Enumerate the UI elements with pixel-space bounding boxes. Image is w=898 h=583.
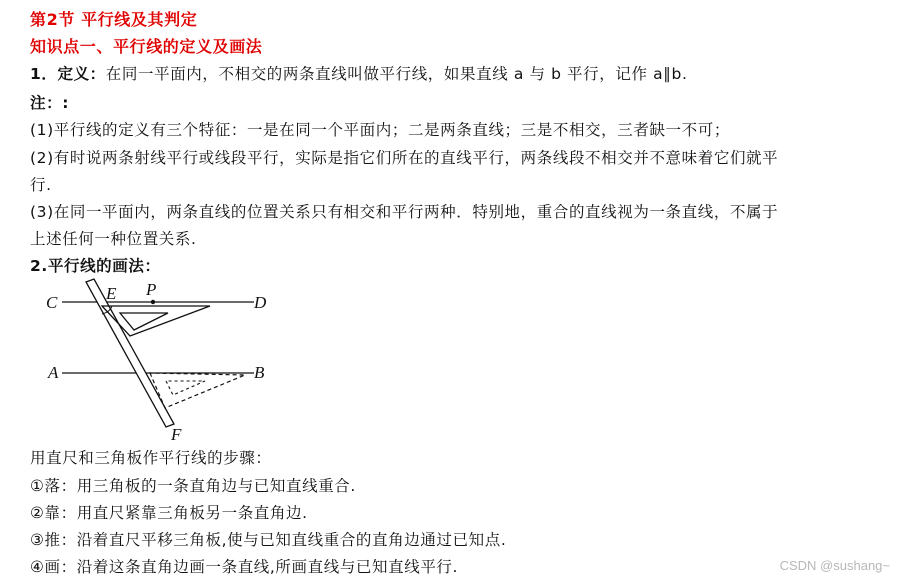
- parallel-line-drawing-diagram: [40, 278, 280, 443]
- note-label: 注：:: [30, 94, 69, 112]
- triangle-board-bottom-inner: [166, 381, 205, 395]
- step-item: ①落：用三角板的一条直角边与已知直线重合.: [30, 477, 356, 495]
- note-line: 上述任何一种位置关系.: [30, 230, 197, 248]
- step-item: ④画：沿着这条直角边画一条直线,所画直线与已知直线平行.: [30, 558, 459, 576]
- definition-label: 1．定义：: [30, 65, 106, 83]
- triangle-board-bottom: [150, 373, 245, 408]
- note-line: 行.: [30, 176, 52, 194]
- knowledge-point-heading: 知识点一、平行线的定义及画法: [30, 37, 263, 56]
- note-line: (1)平行线的定义有三个特征：一是在同一个平面内；二是两条直线；三是不相交，三者缺一不可；: [30, 121, 730, 139]
- section-heading: 第2节 平行线及其判定: [30, 10, 198, 29]
- note-line: (2)有时说两条射线平行或线段平行，实际是指它们所在的直线平行，两条线段不相交并不意味着它们就平: [30, 149, 779, 167]
- label-e: E: [106, 284, 117, 303]
- method-heading: 2.平行线的画法：: [30, 257, 161, 275]
- note-line: (3)在同一平面内，两条直线的位置关系只有相交和平行两种．特别地，重合的直线视为一条直线，不属于: [30, 203, 779, 221]
- definition-text: 在同一平面内，不相交的两条直线叫做平行线，如果直线 a 与 b 平行，记作 a∥b.: [105, 65, 688, 83]
- ruler: [86, 279, 174, 427]
- label-b: B: [254, 363, 265, 382]
- point-p: [151, 300, 155, 304]
- csdn-watermark: CSDN @sushang~: [779, 558, 890, 573]
- label-d: D: [254, 293, 267, 312]
- step-item: ③推：沿着直尺平移三角板,使与已知直线重合的直角边通过已知点.: [30, 531, 507, 549]
- label-p: P: [146, 280, 157, 299]
- definition-line: [30, 62, 688, 86]
- step-item: ②靠：用直尺紧靠三角板另一条直角边.: [30, 504, 308, 522]
- label-c: C: [46, 293, 58, 312]
- triangle-board-top-inner: [120, 313, 168, 330]
- label-f: F: [171, 425, 182, 443]
- label-a: A: [48, 363, 59, 382]
- steps-intro: 用直尺和三角板作平行线的步骤：: [30, 449, 272, 467]
